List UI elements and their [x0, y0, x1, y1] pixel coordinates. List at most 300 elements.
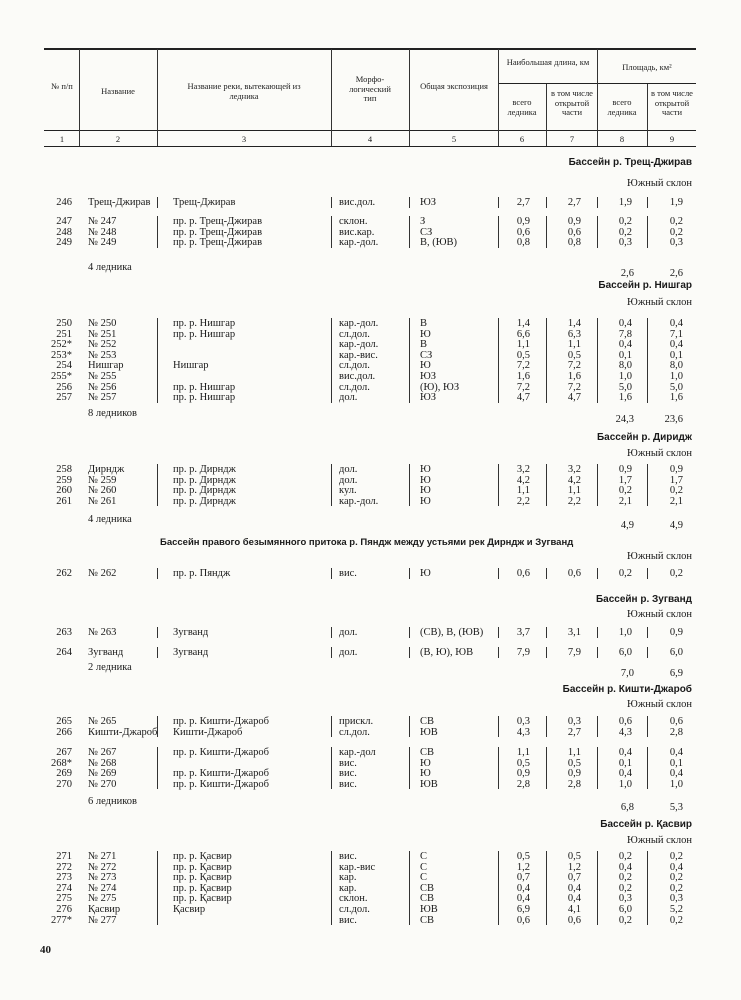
cell-glacier-number: 270 — [56, 778, 72, 790]
glacier-count-total: 2 ледника — [88, 662, 132, 673]
cell-glacier-number: 259 — [56, 474, 72, 486]
row-divider-tick — [546, 647, 547, 658]
cell-glacier-name: Зугванд — [88, 647, 124, 658]
cell-glacier-name: Трещ-Джирав — [88, 197, 151, 208]
cell-length-total: 0,5 — [516, 757, 530, 769]
cell-length-open: 0,4 — [567, 893, 581, 905]
cell-river-name: пр. р. Кишти-Джароб — [173, 778, 269, 790]
cell-area-open: 0,2 — [669, 485, 683, 497]
cell-exposition: С — [420, 851, 428, 862]
area-total-sum: 4,9 — [620, 520, 634, 531]
column-number: 5 — [451, 134, 457, 144]
area-open-sum: 4,9 — [669, 520, 683, 531]
cell-morph-type: кул. — [339, 485, 357, 497]
cell-area-total: 4,3 — [618, 726, 632, 738]
cell-river-name: пр. р. Дирндж — [173, 495, 236, 507]
cell-glacier-number: 264 — [56, 647, 72, 658]
header-divider — [546, 84, 547, 146]
cell-glacier-number: 276 — [56, 904, 72, 915]
header-col-river: Название реки, вытекающей из ледника — [187, 81, 301, 101]
cell-glacier-number: 255* — [51, 371, 72, 382]
row-divider-tick — [498, 647, 499, 658]
row-divider-tick — [331, 647, 332, 658]
row-divider-tick — [498, 464, 499, 506]
cell-morph-type: вис. — [339, 778, 357, 790]
cell-glacier-number: 268* — [51, 757, 72, 769]
cell-exposition: Ю — [420, 757, 431, 769]
cell-exposition: ЮЗ — [420, 371, 437, 382]
basin-heading: Бассейн р. Диридж — [596, 432, 692, 443]
cell-river-name: пр. р. Қасвир — [173, 872, 232, 884]
cell-area-open: 6,0 — [669, 647, 683, 658]
cell-exposition: В — [420, 339, 428, 351]
row-divider-tick — [597, 627, 598, 638]
cell-exposition: СЗ — [420, 226, 433, 238]
cell-morph-type: дол. — [339, 392, 358, 404]
cell-morph-type: сл.дол. — [339, 328, 370, 340]
cell-glacier-name: № 270 — [88, 778, 117, 790]
basin-heading: Бассейн р. Трещ-Джирав — [568, 157, 692, 168]
row-divider-tick — [546, 627, 547, 638]
cell-length-open: 0,7 — [567, 872, 581, 884]
cell-length-open: 4,2 — [567, 474, 581, 486]
cell-exposition: С — [420, 861, 428, 873]
cell-morph-type: склон. — [339, 216, 368, 227]
area-open-sum: 6,9 — [669, 668, 683, 679]
cell-area-open: 0,3 — [669, 893, 683, 905]
cell-area-total: 0,4 — [618, 318, 632, 329]
cell-length-open: 6,3 — [567, 328, 581, 340]
basin-heading: Бассейн р. Зугванд — [595, 594, 692, 605]
column-number: 9 — [669, 134, 675, 144]
row-divider-tick — [546, 318, 547, 403]
basin-heading: Бассейн р. Қасвир — [600, 819, 692, 830]
cell-exposition: ЮВ — [420, 726, 438, 738]
cell-length-total: 1,2 — [516, 861, 530, 873]
cell-glacier-name: № 277 — [88, 914, 117, 926]
cell-area-open: 1,7 — [669, 474, 683, 486]
cell-area-total: 0,2 — [618, 485, 632, 497]
cell-river-name: Кишти-Джароб — [173, 726, 243, 738]
cell-area-open: 0,3 — [669, 237, 683, 249]
row-divider-tick — [647, 716, 648, 737]
row-divider-tick — [331, 747, 332, 789]
row-divider-tick — [546, 747, 547, 789]
cell-area-open: 2,8 — [669, 726, 683, 738]
cell-morph-type: дол. — [339, 627, 358, 638]
cell-area-open: 8,0 — [669, 360, 683, 372]
header-divider — [498, 49, 499, 146]
cell-morph-type: вис.дол. — [339, 197, 376, 208]
cell-area-open: 1,6 — [669, 392, 683, 404]
row-divider-tick — [409, 197, 410, 208]
cell-length-open: 0,8 — [567, 237, 581, 249]
cell-morph-type: склон. — [339, 893, 368, 905]
cell-length-total: 2,8 — [516, 778, 530, 790]
cell-glacier-number: 260 — [56, 485, 72, 497]
area-open-sum: 5,3 — [669, 802, 683, 813]
cell-glacier-name: № 271 — [88, 851, 117, 862]
cell-length-total: 7,2 — [516, 381, 530, 393]
row-divider-tick — [409, 318, 410, 403]
page-number: 40 — [40, 944, 51, 956]
cell-glacier-name: № 273 — [88, 872, 117, 884]
cell-length-open: 2,7 — [567, 197, 581, 208]
cell-glacier-number: 271 — [56, 851, 72, 862]
cell-glacier-name: № 256 — [88, 381, 117, 393]
cell-area-total: 6,0 — [618, 904, 632, 915]
cell-exposition: Ю — [420, 474, 431, 486]
cell-morph-type: вис. — [339, 914, 357, 926]
cell-river-name: пр. р. Кишти-Джароб — [173, 716, 269, 727]
cell-glacier-number: 263 — [56, 627, 72, 638]
slope-label: Южный склон — [627, 178, 692, 189]
cell-morph-type: кар.-вис. — [339, 349, 378, 361]
cell-length-open: 0,9 — [567, 768, 581, 780]
header-bottom-rule — [44, 146, 696, 147]
cell-glacier-number: 249 — [56, 237, 72, 249]
row-divider-tick — [331, 318, 332, 403]
cell-glacier-number: 254 — [56, 360, 72, 372]
cell-area-open: 0,9 — [669, 627, 683, 638]
cell-length-total: 0,4 — [516, 882, 530, 894]
cell-river-name: пр. р. Трещ-Джирав — [173, 237, 263, 249]
cell-area-total: 0,4 — [618, 747, 632, 758]
cell-length-total: 0,3 — [516, 716, 530, 727]
basin-heading: Бассейн р. Нишгар — [598, 280, 692, 291]
cell-morph-type: дол. — [339, 474, 358, 486]
cell-morph-type: вис.дол. — [339, 371, 376, 382]
cell-river-name: Қасвир — [173, 904, 206, 915]
row-divider-tick — [647, 197, 648, 208]
cell-area-total: 5,0 — [618, 381, 632, 393]
cell-glacier-number: 262 — [56, 568, 72, 579]
header-divider — [331, 49, 332, 146]
cell-exposition: С — [420, 872, 428, 884]
cell-area-total: 0,4 — [618, 339, 632, 351]
cell-river-name: пр. р. Қасвир — [173, 882, 232, 894]
header-col-area-total: всего ледника — [607, 97, 637, 117]
cell-exposition: Ю — [420, 485, 431, 497]
column-number: 1 — [59, 134, 65, 144]
row-divider-tick — [546, 568, 547, 579]
cell-length-total: 3,7 — [516, 627, 530, 638]
row-divider-tick — [546, 197, 547, 208]
cell-length-open: 0,5 — [567, 349, 581, 361]
cell-glacier-name: № 267 — [88, 747, 117, 758]
row-divider-tick — [546, 464, 547, 506]
cell-area-total: 0,2 — [618, 914, 632, 926]
cell-exposition: В, (ЮВ) — [420, 237, 458, 249]
cell-length-open: 3,1 — [567, 627, 581, 638]
cell-length-total: 0,6 — [516, 226, 530, 238]
cell-morph-type: прискл. — [339, 716, 374, 727]
cell-area-open: 0,2 — [669, 872, 683, 884]
slope-label: Южный склон — [627, 551, 692, 562]
cell-area-total: 0,2 — [618, 568, 632, 579]
row-divider-tick — [409, 747, 410, 789]
row-divider-tick — [409, 627, 410, 638]
cell-glacier-number: 250 — [56, 318, 72, 329]
cell-area-open: 0,2 — [669, 882, 683, 894]
row-divider-tick — [331, 197, 332, 208]
row-divider-tick — [597, 318, 598, 403]
cell-glacier-number: 266 — [56, 726, 72, 738]
cell-glacier-name: № 268 — [88, 757, 117, 769]
basin-heading: Бассейн правого безымянного притока р. Пяндж между устьями рек Дирндж и Зугванд — [160, 537, 574, 548]
cell-exposition: Ю — [420, 464, 431, 475]
cell-length-open: 0,5 — [567, 757, 581, 769]
row-divider-tick — [331, 716, 332, 737]
cell-area-total: 6,0 — [618, 647, 632, 658]
cell-length-open: 4,1 — [567, 904, 581, 915]
row-divider-tick — [409, 568, 410, 579]
cell-length-open: 2,2 — [567, 495, 581, 507]
cell-river-name: пр. р. Нишгар — [173, 318, 236, 329]
cell-length-total: 7,9 — [516, 647, 530, 658]
cell-area-total: 8,0 — [618, 360, 632, 372]
header-divider — [79, 49, 80, 146]
cell-area-open: 1,0 — [669, 371, 683, 382]
slope-label: Южный склон — [627, 609, 692, 620]
header-length-group: Наибольшая длина, км — [506, 57, 590, 67]
header-divider — [647, 84, 648, 146]
cell-glacier-name: № 275 — [88, 893, 117, 905]
row-divider-tick — [331, 568, 332, 579]
cell-length-open: 0,3 — [567, 716, 581, 727]
cell-exposition: (Ю), ЮЗ — [420, 381, 460, 393]
cell-length-open: 2,8 — [567, 778, 581, 790]
cell-length-open: 3,2 — [567, 464, 581, 475]
header-col-length-open: в том числе открытой части — [551, 88, 593, 117]
cell-length-total: 6,6 — [516, 328, 530, 340]
cell-glacier-name: № 259 — [88, 474, 117, 486]
cell-area-open: 1,0 — [669, 778, 683, 790]
header-col-morph-type: Морфо-логический тип — [349, 74, 391, 103]
cell-length-open: 0,9 — [567, 216, 581, 227]
cell-exposition: (В, Ю), ЮВ — [420, 647, 474, 658]
cell-area-open: 0,6 — [669, 716, 683, 727]
row-divider-tick — [498, 568, 499, 579]
cell-glacier-name: № 255 — [88, 371, 117, 382]
cell-exposition: СВ — [420, 914, 435, 926]
cell-area-open: 0,2 — [669, 851, 683, 862]
cell-glacier-number: 247 — [56, 216, 72, 227]
cell-river-name: пр. р. Дирндж — [173, 485, 236, 497]
cell-morph-type: вис.кар. — [339, 226, 375, 238]
cell-length-open: 7,2 — [567, 360, 581, 372]
cell-area-open: 5,2 — [669, 904, 683, 915]
cell-glacier-number: 274 — [56, 882, 72, 894]
cell-glacier-number: 267 — [56, 747, 72, 758]
row-divider-tick — [597, 647, 598, 658]
cell-area-total: 0,2 — [618, 882, 632, 894]
cell-glacier-number: 256 — [56, 381, 72, 393]
cell-area-total: 7,8 — [618, 328, 632, 340]
cell-length-open: 1,1 — [567, 339, 581, 351]
cell-morph-type: кар.-дол — [339, 747, 376, 758]
cell-morph-type: кар.-дол. — [339, 339, 379, 351]
header-rule — [44, 130, 696, 131]
cell-glacier-name: Дирндж — [88, 464, 125, 475]
row-divider-tick — [647, 318, 648, 403]
cell-length-total: 0,6 — [516, 914, 530, 926]
cell-area-total: 1,0 — [618, 627, 632, 638]
row-divider-tick — [498, 627, 499, 638]
cell-length-total: 0,4 — [516, 893, 530, 905]
cell-exposition: ЮВ — [420, 904, 438, 915]
cell-area-total: 1,9 — [618, 197, 632, 208]
cell-glacier-name: № 263 — [88, 627, 117, 638]
cell-area-total: 0,9 — [618, 464, 632, 475]
cell-glacier-name: № 253 — [88, 349, 117, 361]
row-divider-tick — [647, 216, 648, 248]
header-col-length-total: всего ледника — [507, 97, 537, 117]
cell-glacier-number: 269 — [56, 768, 72, 780]
cell-length-total: 1,1 — [516, 747, 530, 758]
cell-area-open: 0,2 — [669, 568, 683, 579]
cell-exposition: Ю — [420, 568, 431, 579]
cell-exposition: Ю — [420, 768, 431, 780]
row-divider-tick — [498, 716, 499, 737]
cell-glacier-number: 272 — [56, 861, 72, 873]
cell-glacier-name: № 247 — [88, 216, 117, 227]
cell-exposition: СЗ — [420, 349, 433, 361]
cell-exposition: ЮВ — [420, 778, 438, 790]
cell-exposition: В — [420, 318, 428, 329]
cell-glacier-number: 252* — [51, 339, 72, 351]
column-number: 8 — [619, 134, 625, 144]
header-divider — [597, 49, 598, 146]
cell-morph-type: дол. — [339, 464, 358, 475]
glacier-count-total: 4 ледника — [88, 262, 132, 273]
cell-length-open: 1,6 — [567, 371, 581, 382]
slope-label: Южный склон — [627, 297, 692, 308]
cell-morph-type: сл.дол. — [339, 360, 370, 372]
cell-exposition: Ю — [420, 328, 431, 340]
cell-glacier-name: № 248 — [88, 226, 117, 238]
cell-area-open: 0,1 — [669, 349, 683, 361]
cell-glacier-name: № 249 — [88, 237, 117, 249]
cell-exposition: СВ — [420, 716, 435, 727]
row-divider-tick — [647, 747, 648, 789]
cell-morph-type: вис. — [339, 757, 357, 769]
cell-exposition: Ю — [420, 360, 431, 372]
cell-length-open: 0,4 — [567, 882, 581, 894]
cell-exposition: СВ — [420, 893, 435, 905]
cell-glacier-name: № 252 — [88, 339, 117, 351]
column-number: 4 — [367, 134, 373, 144]
row-divider-tick — [546, 851, 547, 925]
cell-length-total: 0,5 — [516, 851, 530, 862]
area-total-sum: 24,3 — [615, 414, 634, 425]
cell-glacier-name: № 272 — [88, 861, 117, 873]
row-divider-tick — [331, 851, 332, 925]
cell-glacier-number: 248 — [56, 226, 72, 238]
cell-river-name: пр. р. Трещ-Джирав — [173, 226, 263, 238]
cell-area-open: 0,4 — [669, 747, 683, 758]
area-total-sum: 6,8 — [620, 802, 634, 813]
header-col-area-open: в том числе открытой части — [651, 88, 693, 117]
cell-length-total: 4,3 — [516, 726, 530, 738]
cell-length-total: 0,9 — [516, 216, 530, 227]
row-divider-tick — [597, 716, 598, 737]
cell-area-total: 0,3 — [618, 893, 632, 905]
cell-river-name: пр. р. Дирндж — [173, 464, 236, 475]
glacier-count-total: 4 ледника — [88, 514, 132, 525]
header-col-number: № п/п — [51, 81, 73, 91]
cell-glacier-name: № 257 — [88, 392, 117, 404]
cell-length-total: 4,7 — [516, 392, 530, 404]
cell-area-open: 0,9 — [669, 464, 683, 475]
slope-label: Южный склон — [627, 699, 692, 710]
row-divider-tick — [409, 464, 410, 506]
cell-area-total: 1,7 — [618, 474, 632, 486]
cell-length-total: 4,2 — [516, 474, 530, 486]
row-divider-tick — [498, 747, 499, 789]
area-total-sum: 2,6 — [620, 268, 634, 279]
cell-river-name: пр. р. Қасвир — [173, 851, 232, 862]
cell-glacier-number: 246 — [56, 197, 72, 208]
cell-glacier-name: № 269 — [88, 768, 117, 780]
row-divider-tick — [597, 568, 598, 579]
cell-length-total: 2,2 — [516, 495, 530, 507]
cell-area-open: 0,4 — [669, 861, 683, 873]
row-divider-tick — [647, 464, 648, 506]
header-col-name: Название — [101, 86, 135, 96]
cell-river-name: пр. р. Кишти-Джароб — [173, 768, 269, 780]
cell-exposition: З — [420, 216, 426, 227]
cell-morph-type: дол. — [339, 647, 358, 658]
cell-area-open: 0,2 — [669, 914, 683, 926]
row-divider-tick — [498, 197, 499, 208]
cell-area-open: 0,2 — [669, 216, 683, 227]
row-divider-tick — [597, 464, 598, 506]
cell-length-total: 6,9 — [516, 904, 530, 915]
cell-area-total: 2,1 — [618, 495, 632, 507]
cell-area-total: 0,4 — [618, 768, 632, 780]
header-col-exposition: Общая экспозиция — [420, 81, 488, 91]
cell-length-open: 1,4 — [567, 318, 581, 329]
cell-river-name: Зугванд — [173, 627, 209, 638]
area-open-sum: 23,6 — [664, 414, 683, 425]
column-number: 6 — [519, 134, 525, 144]
basin-heading: Бассейн р. Кишти-Джароб — [562, 684, 692, 695]
row-divider-tick — [597, 197, 598, 208]
cell-glacier-number: 257 — [56, 392, 72, 404]
cell-length-total: 0,8 — [516, 237, 530, 249]
row-divider-tick — [498, 851, 499, 925]
row-divider-tick — [597, 747, 598, 789]
cell-morph-type: кар. — [339, 872, 357, 884]
cell-river-name: пр. р. Кишти-Джароб — [173, 747, 269, 758]
cell-length-total: 1,4 — [516, 318, 530, 329]
glacier-count-total: 6 ледников — [88, 796, 137, 807]
cell-morph-type: кар.-дол. — [339, 495, 379, 507]
cell-morph-type: кар.-дол. — [339, 318, 379, 329]
cell-length-open: 0,6 — [567, 568, 581, 579]
row-divider-tick — [498, 216, 499, 248]
glacier-count-total: 8 ледников — [88, 408, 137, 419]
cell-glacier-name: Кишти-Джароб — [88, 726, 158, 738]
row-divider-tick — [409, 216, 410, 248]
column-number: 3 — [241, 134, 247, 144]
cell-length-open: 2,7 — [567, 726, 581, 738]
row-divider-tick — [546, 216, 547, 248]
cell-glacier-number: 251 — [56, 328, 72, 340]
cell-river-name: пр. р. Пяндж — [173, 568, 231, 579]
row-divider-tick — [597, 216, 598, 248]
